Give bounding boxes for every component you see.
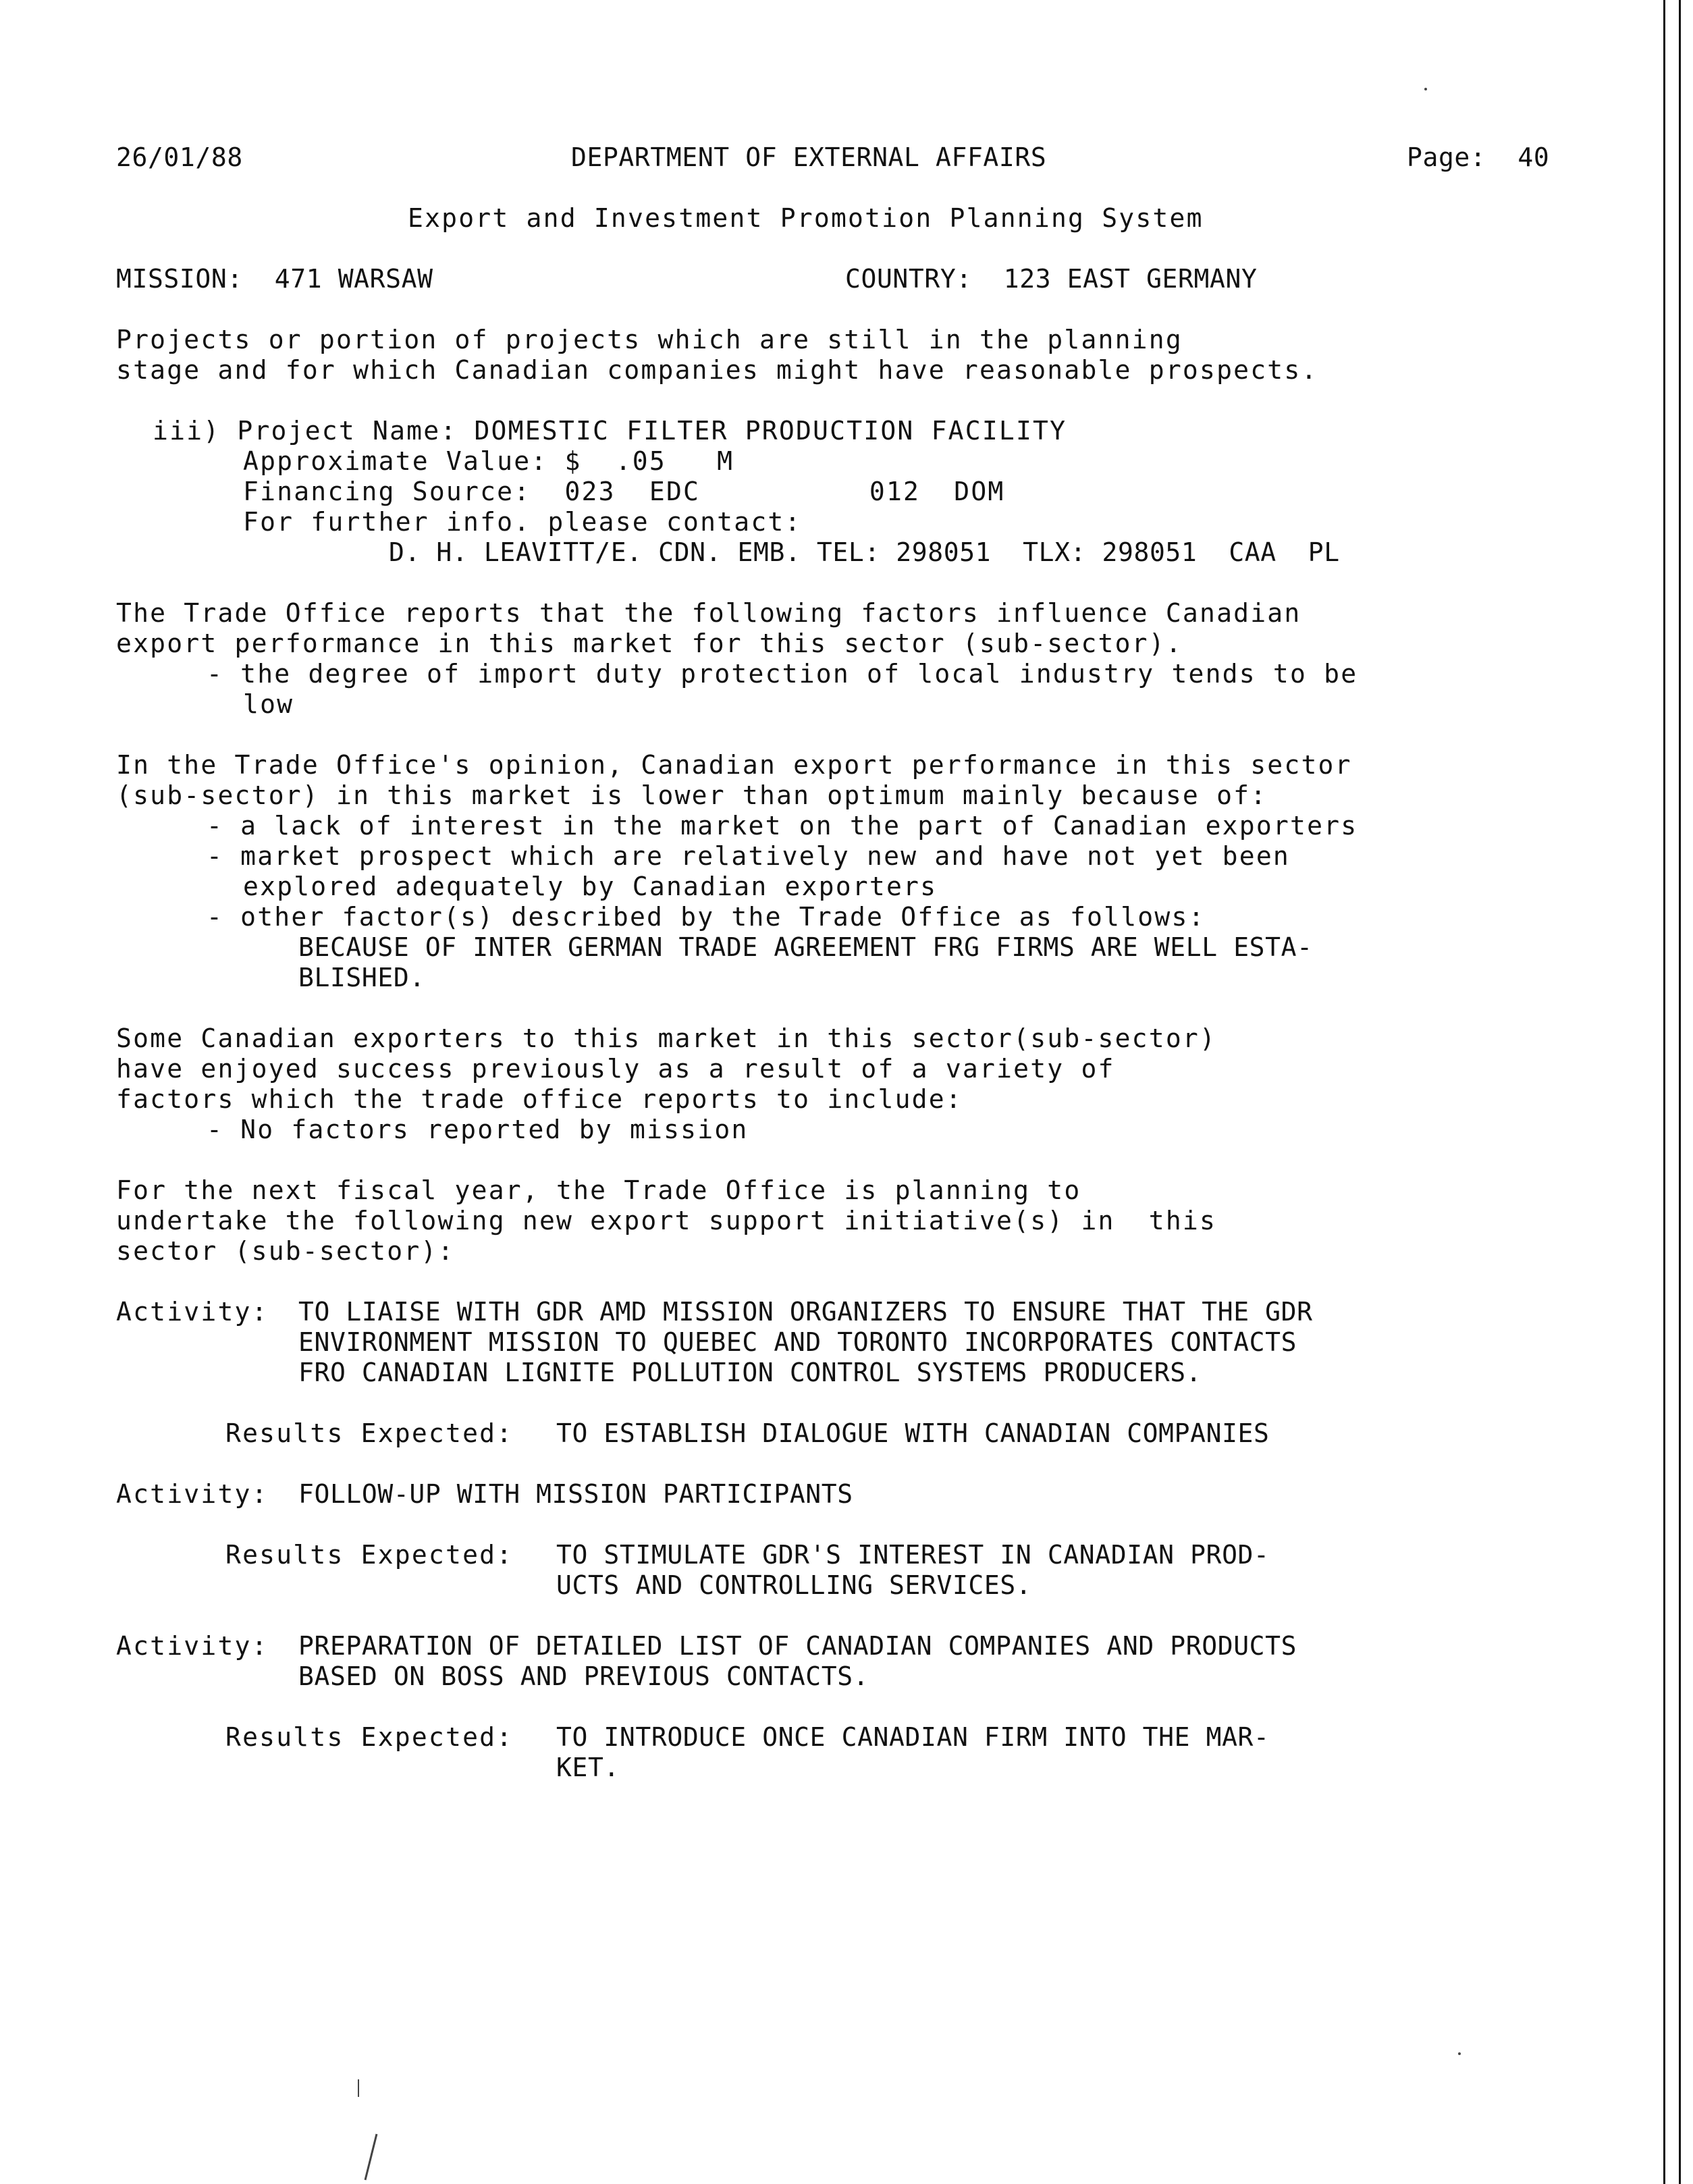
results-line: UCTS AND CONTROLLING SERVICES.: [556, 1570, 1032, 1600]
activity-label: Activity:: [116, 1631, 269, 1661]
results-label: Results Expected:: [225, 1540, 514, 1570]
success-item: - No factors reported by mission: [207, 1115, 749, 1144]
results-line: TO STIMULATE GDR'S INTEREST IN CANADIAN PROD-: [556, 1540, 1270, 1570]
approximate-value: Approximate Value: $ .05 M: [243, 446, 734, 476]
results-line: TO ESTABLISH DIALOGUE WITH CANADIAN COMPANIES: [556, 1418, 1270, 1448]
report-date: 26/01/88: [116, 142, 243, 172]
scan-mark: [365, 2134, 378, 2181]
projects-intro-line: Projects or portion of projects which are still in the planning: [116, 325, 1183, 354]
success-intro-line: Some Canadian exporters to this market in this sector(sub-sector): [116, 1023, 1217, 1053]
activity-label: Activity:: [116, 1479, 269, 1509]
activity-line: FRO CANADIAN LIGNITE POLLUTION CONTROL SYSTEMS PRODUCERS.: [298, 1358, 1202, 1387]
opinion-intro-line: In the Trade Office's opinion, Canadian export performance in this sector: [116, 750, 1352, 780]
system-title: Export and Investment Promotion Planning System: [408, 203, 1204, 233]
activity-line: ENVIRONMENT MISSION TO QUEBEC AND TORONTO INCORPORATES CONTACTS: [298, 1327, 1297, 1357]
activity-line: PREPARATION OF DETAILED LIST OF CANADIAN COMPANIES AND PRODUCTS: [298, 1631, 1297, 1661]
page-number: Page: 40: [1407, 142, 1550, 172]
results-label: Results Expected:: [225, 1722, 514, 1752]
contact-details: D. H. LEAVITT/E. CDN. EMB. TEL: 298051 TLX: 298051 CAA PL: [389, 537, 1340, 567]
activity-line: FOLLOW-UP WITH MISSION PARTICIPANTS: [298, 1479, 853, 1509]
scan-mark: [1424, 88, 1427, 90]
factor-item-continued: low: [243, 689, 294, 719]
page-edge-border: [1663, 0, 1681, 2184]
activity-line: BASED ON BOSS AND PREVIOUS CONTACTS.: [298, 1661, 869, 1691]
factor-item: - the degree of import duty protection of local industry tends to be: [207, 659, 1358, 689]
results-line: TO INTRODUCE ONCE CANADIAN FIRM INTO THE MAR-: [556, 1722, 1270, 1752]
results-label: Results Expected:: [225, 1418, 514, 1448]
next-year-intro-line: sector (sub-sector):: [116, 1236, 455, 1266]
opinion-item-continued: explored adequately by Canadian exporters: [243, 872, 938, 901]
mission-field: MISSION: 471 WARSAW: [116, 264, 433, 294]
factors-intro-line: The Trade Office reports that the following factors influence Canadian: [116, 598, 1301, 628]
factors-intro-line: export performance in this market for this sector (sub-sector).: [116, 629, 1183, 658]
activity-label: Activity:: [116, 1297, 269, 1327]
department-title: DEPARTMENT OF EXTERNAL AFFAIRS: [571, 142, 1047, 172]
opinion-item: - market prospect which are relatively new and have not yet been: [207, 841, 1290, 871]
country-field: COUNTRY: 123 EAST GERMANY: [845, 264, 1258, 294]
success-intro-line: factors which the trade office reports to include:: [116, 1084, 963, 1114]
contact-label: For further info. please contact:: [243, 507, 802, 537]
financing-source: Financing Source: 023 EDC 012 DOM: [243, 477, 1005, 506]
opinion-detail: BECAUSE OF INTER GERMAN TRADE AGREEMENT FRG FIRMS ARE WELL ESTA-: [298, 932, 1313, 962]
opinion-item: - a lack of interest in the market on the part of Canadian exporters: [207, 811, 1358, 841]
opinion-detail: BLISHED.: [298, 963, 425, 992]
next-year-intro-line: undertake the following new export support initiative(s) in this: [116, 1206, 1217, 1235]
scan-mark: [358, 2079, 359, 2097]
projects-intro-line: stage and for which Canadian companies might have reasonable prospects.: [116, 355, 1318, 385]
next-year-intro-line: For the next fiscal year, the Trade Office is planning to: [116, 1175, 1081, 1205]
activity-line: TO LIAISE WITH GDR AMD MISSION ORGANIZERS TO ENSURE THAT THE GDR: [298, 1297, 1313, 1327]
opinion-intro-line: (sub-sector) in this market is lower than optimum mainly because of:: [116, 780, 1268, 810]
results-line: KET.: [556, 1753, 620, 1782]
opinion-item: - other factor(s) described by the Trade Office as follows:: [207, 902, 1206, 932]
scan-mark: [1458, 2052, 1461, 2055]
project-name: iii) Project Name: DOMESTIC FILTER PRODUCTION FACILITY: [153, 416, 1067, 446]
success-intro-line: have enjoyed success previously as a result of a variety of: [116, 1054, 1115, 1084]
